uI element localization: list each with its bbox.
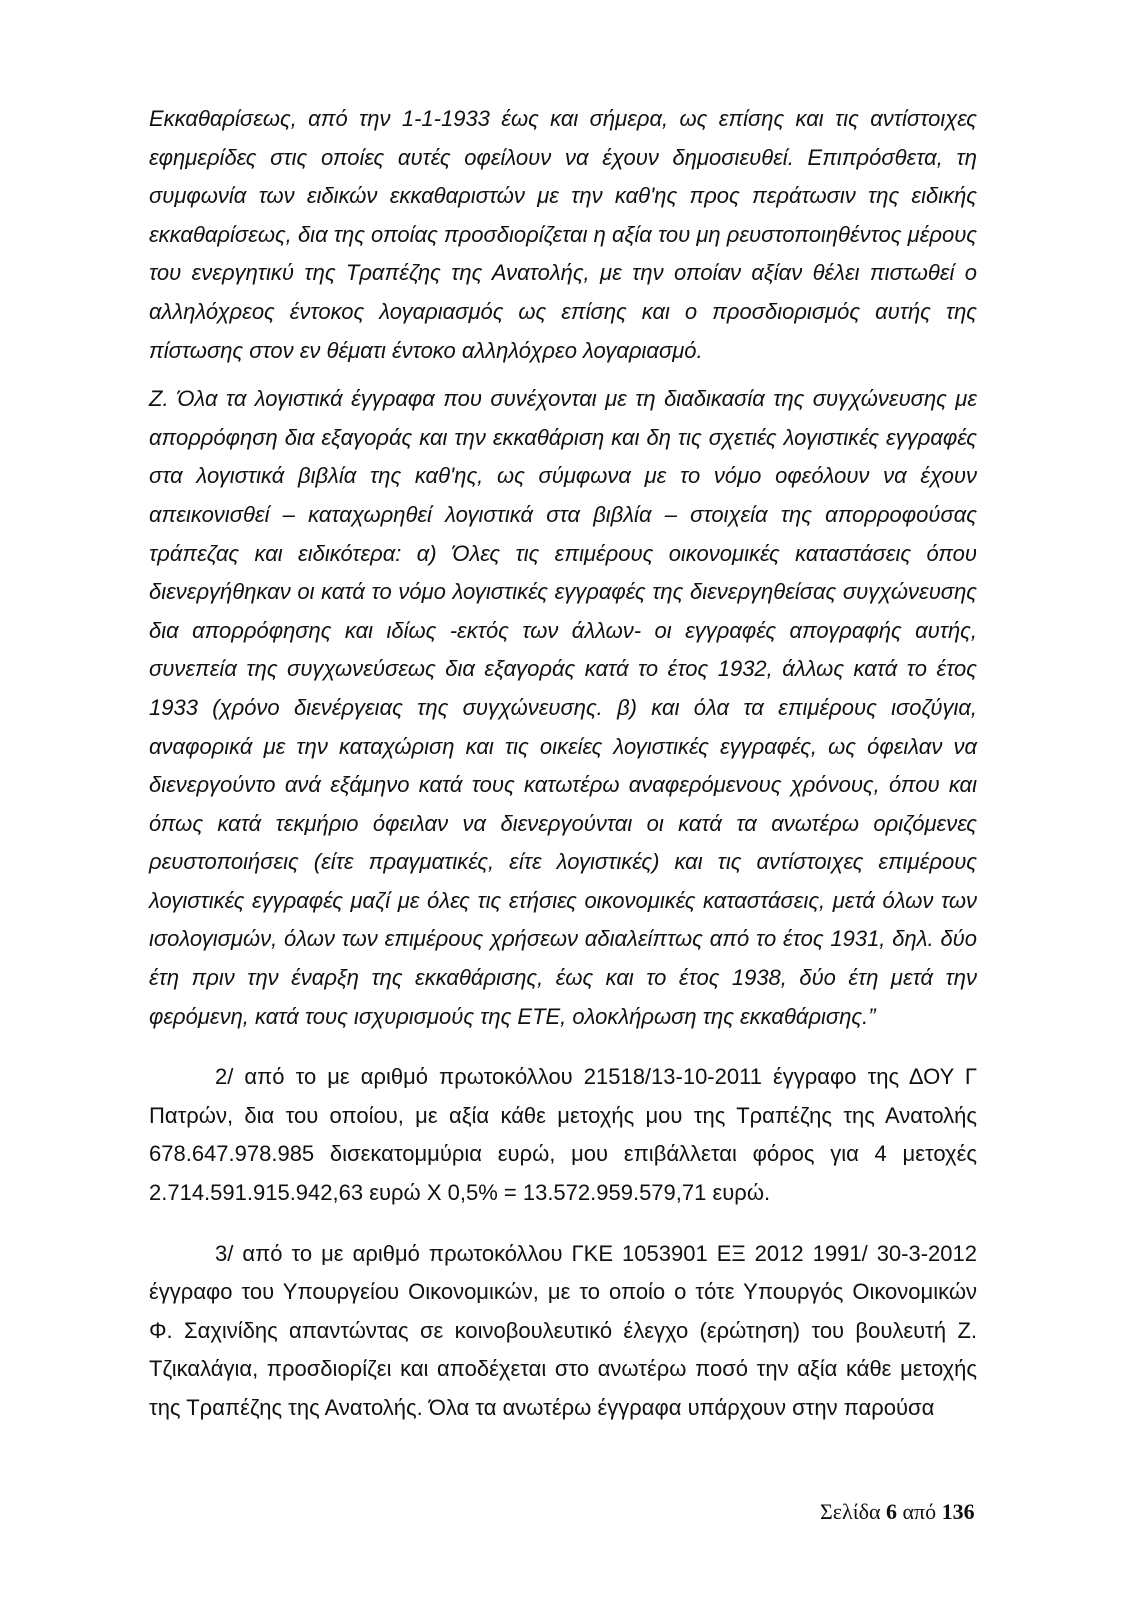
footer-total-pages: 136 (941, 1499, 975, 1524)
paragraph-tax-office-document: 2/ από το με αριθμό πρωτοκόλλου 21518/13-10-2011 έγγραφο της ΔΟΥ Γ Πατρών, δια του οποίου, με αξία κάθε μετοχής μου της Τραπέζης της Ανατολής 678.647.978.985 δισεκατομμύρια ευρώ, μου επιβάλλεται φόρος για 4 μετοχές 2.714.591.915.942,63 ευρώ Χ 0,5% = 13.572.959.579,71 ευρώ. (149, 1064, 977, 1206)
document-body (149, 100, 977, 1428)
page-number-footer (820, 1499, 975, 1525)
footer-of-label: από (902, 1499, 937, 1524)
paragraph-accounting-records: Ζ. Όλα τα λογιστικά έγγραφα που συνέχονται με τη διαδικασία της συγχώνευσης με απορρόφηση δια εξαγοράς και την εκκαθάριση και δη τις σχετιές λογιστικές εγγραφές στα λογιστικά βιβλία της καθ'ης, ως σύμφωνα με το νόμο οφεόλουν να έχουν απεικονισθεί – καταχωρηθεί λογιστικά στα βιβλία – στοιχεία της απορροφούσας τράπεζας και ειδικότερα: α) Όλες τις επιμέρους οικονομικές καταστάσεις όπου διενεργήθηκαν οι κατά το νόμο λογιστικές εγγραφές της διενεργηθείσας συγχώνευσης δια απορρόφησης και ιδίως -εκτός των άλλων- οι εγγραφές απογραφής αυτής, συνεπεία της συγχωνεύσεως δια εξαγοράς κατά το έτος 1932, άλλως κατά το έτος 1933 (χρόνο διενέργειας της συγχώνευσης. β) και όλα τα επιμέρους ισοζύγια, αναφορικά με την καταχώριση και τις οικείες λογιστικές εγγραφές, ως όφειλαν να διενεργούντο ανά εξάμηνο κατά τους κατωτέρω αναφερόμενους χρόνους, όπου και όπως κατά τεκμήριο όφειλαν να διενεργούνται οι κατά τα ανωτέρω οριζόμενες ρευστοποιήσεις (είτε πραγματικές, είτε λογιστικές) και τις αντίστοιχες επιμέρους λογιστικές εγγραφές μαζί με όλες τις ετήσιες οικονομικές καταστάσεις, μετά όλων των ισολογισμών, όλων των επιμέρους χρήσεων αδιαλείπτως από το έτος 1931, δηλ. δύο έτη πριν την έναρξη της εκκαθάρισης, έως και το έτος 1938, δύο έτη μετά την φερόμενη, κατά τους ισχυρισμούς της ΕΤΕ, ολοκλήρωση της εκκαθάρισης.” (149, 386, 977, 1029)
paragraph-liquidation-documents: Εκκαθαρίσεως, από την 1-1-1933 έως και σήμερα, ως επίσης και τις αντίστοιχες εφημερίδες στις οποίες αυτές οφείλουν να έχουν δημοσιευθεί. Επιπρόσθετα, τη συμφωνία των ειδικών εκκαθαριστών με την καθ'ης προς περάτωσιν της ειδικής εκκαθαρίσεως, δια της οποίας προσδιορίζεται η αξία του μη ρευστοποιηθέντος μέρους του ενεργητικύ της Τραπέζης της Ανατολής, με την οποίαν αξίαν θέλει πιστωθεί ο αλληλόχρεος έντοκος λογαριασμός ως επίσης και ο προσδιορισμός αυτής της πίστωσης στον εν θέματι έντοκο αλληλόχρεο λογαριασμό. (149, 106, 977, 363)
footer-page-label: Σελίδα (820, 1499, 881, 1524)
paragraph-ministry-document: 3/ από το με αριθμό πρωτοκόλλου ΓΚΕ 1053901 ΕΞ 2012 1991/ 30-3-2012 έγγραφο του Υπουργείου Οικονομικών, με το οποίο ο τότε Υπουργός Οικονομικών Φ. Σαχινίδης απαντώντας σε κοινοβουλευτικό έλεγχο (ερώτηση) του βουλευτή Ζ. Τζικαλάγια, προσδιορίζει και αποδέχεται στο ανωτέρω ποσό την αξία κάθε μετοχής της Τραπέζης της Ανατολής. Όλα τα ανωτέρω έγγραφα υπάρχουν στην παρούσα (149, 1240, 977, 1420)
footer-current-page: 6 (886, 1499, 898, 1524)
